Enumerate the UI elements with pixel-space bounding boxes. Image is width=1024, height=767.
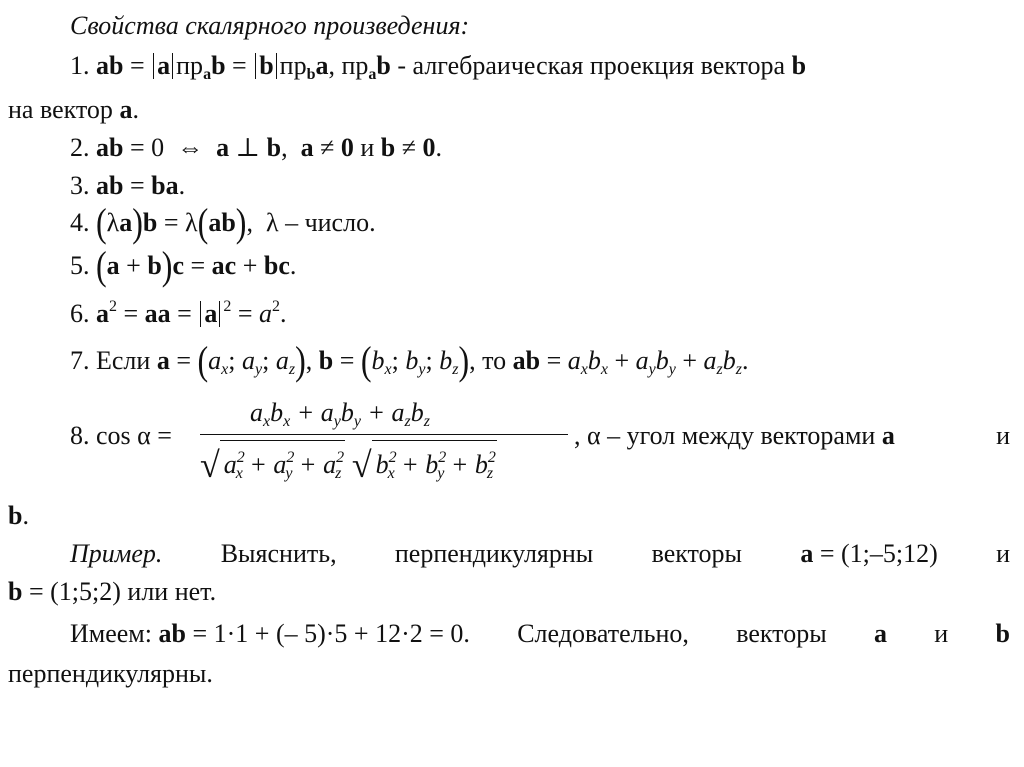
example-line-2: b = (1;5;2) или нет. (8, 577, 217, 606)
fraction-numerator: $a_xb_x + a_yb_y + a_zb_z$ (250, 398, 430, 430)
property-number: 1. (70, 51, 90, 80)
property-7: 7. Если $a = (a_x$; $a_y$; $a_z$), $b = (b_x$; $b_y$; $b_z$), то ab = $a_xb_x + a_yb_y + a_zb_z$. (70, 337, 749, 383)
property-1-continued: на вектор a. (8, 95, 139, 124)
property-3: 3. ab = ba. (70, 171, 186, 200)
example-line-3: Имеем: ab = 1·1 + (– 5)·5 + 12·2 = 0. Следовательно, векторы a и b (70, 619, 1010, 648)
property-5: 5. (a + b)c = ac + bc. (70, 242, 297, 288)
property-4: 4. (λa)b = λ(ab), λ – число. (70, 199, 376, 245)
cosine-fraction (200, 398, 570, 490)
property-8-label: 8. cos α = (70, 421, 172, 450)
property-2: 2. ab = 0 ⇔ a ⊥ b, a ≠ 0 и b ≠ 0. (70, 133, 443, 162)
example-line-1: Пример. Выяснить, перпендикулярны векторы a = (1;–5;12) и (70, 539, 1010, 568)
property-8-description: , α – угол между векторами a и (574, 421, 1010, 450)
property-1: 1. ab = a $пр_ab = b$ $пр_ba$, $пр_ab$ - алгебраическая проекция вектора b (70, 51, 807, 83)
property-1-description: - алгебраическая проекция вектора (397, 51, 786, 80)
example-line-4: перпендикулярны. (8, 659, 213, 688)
property-8-continued: b. (8, 501, 29, 530)
fraction-denominator: √ $a^2_x + a^2_y + a^2_z$ √ $b^2_x + b^2_y + b^2_z$ (200, 440, 497, 487)
property-6: 6. $a^2$ = aa = a $^2 = a^2$. (70, 298, 287, 328)
example-label: Пример. (70, 539, 163, 568)
fraction-line (200, 434, 568, 435)
page-title: Свойства скалярного произведения: (70, 11, 470, 40)
